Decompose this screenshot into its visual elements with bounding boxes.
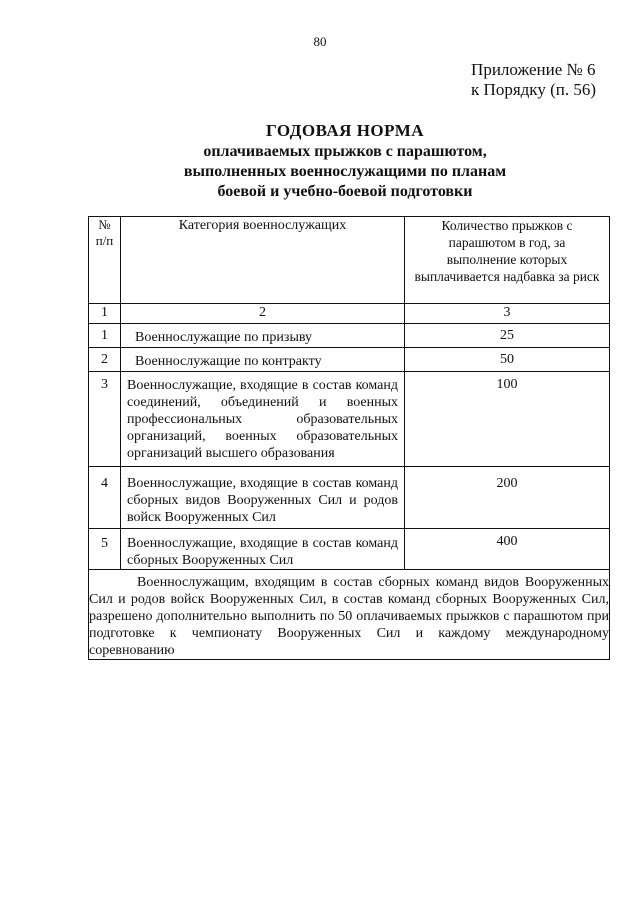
header-number-symbol: № [98, 217, 111, 232]
title-subtitle-line-3: боевой и учебно-боевой подготовки [217, 183, 473, 200]
column-index: 2 [121, 304, 405, 324]
title-subtitle-line-2: выполненных военнослужащими по планам [183, 163, 507, 180]
table-row [89, 372, 610, 467]
row-count: 25 [405, 324, 610, 348]
title-main: ГОДОВАЯ НОРМА [265, 121, 425, 140]
header-category: Категория военнослужащих [121, 217, 405, 304]
row-count: 200 [405, 467, 610, 529]
table-row [89, 467, 610, 529]
column-index-row [89, 304, 610, 324]
appendix-reference [471, 60, 596, 100]
title-subtitle-line-1: оплачиваемых прыжков с парашютом, [203, 143, 487, 160]
row-count: 50 [405, 348, 610, 372]
row-number: 2 [89, 348, 121, 372]
header-count-text: Количество прыжков с парашютом в год, за выполнение которых выплачивается надбавка за риск [414, 218, 600, 284]
table-row [89, 348, 610, 372]
appendix-number: Приложение № 6 [471, 60, 596, 79]
table-row [89, 529, 610, 570]
row-number: 5 [89, 529, 121, 570]
table-note-row [89, 570, 610, 660]
norm-table [88, 216, 610, 660]
header-number [89, 217, 121, 304]
row-category [121, 529, 405, 570]
table-note [89, 570, 610, 660]
column-index: 1 [89, 304, 121, 324]
row-category-text: Военнослужащие по контракту [135, 354, 322, 369]
row-category-text: Военнослужащие по призыву [135, 330, 312, 345]
row-category [121, 467, 405, 529]
table-note-text: Военнослужащим, входящим в состав сборных команд видов Вооруженных Сил и родов войск Вооруженных Сил, в состав команд сборных Вооруженных Сил, разрешено дополнительно выполнить по 50 оплачиваемых прыжков с парашютом при подготовке к чемпионату Вооруженных Сил и каждому международному соревнованию [89, 575, 609, 658]
row-count: 100 [405, 372, 610, 467]
row-category [121, 324, 405, 348]
table-row [89, 324, 610, 348]
row-number: 4 [89, 467, 121, 529]
table-header-row [89, 217, 610, 304]
appendix-clause: к Порядку (п. 56) [471, 80, 596, 99]
row-category [121, 348, 405, 372]
row-number: 3 [89, 372, 121, 467]
header-count [405, 217, 610, 304]
column-index: 3 [405, 304, 610, 324]
row-category [121, 372, 405, 467]
header-number-abbrev: п/п [95, 233, 114, 248]
row-category-text: Военнослужащие, входящие в состав команд сборных Вооруженных Сил [127, 536, 398, 568]
page-number: 80 [313, 34, 327, 49]
row-count: 400 [405, 529, 610, 570]
document-title [80, 120, 610, 202]
row-category-text: Военнослужащие, входящие в состав команд сборных видов Вооруженных Сил и родов войск Вооруженных Сил [127, 476, 398, 525]
row-category-text: Военнослужащие, входящие в состав команд соединений, объединений и военных профессиональных образовательных организаций, военных образовательных организаций высшего образования [127, 378, 398, 461]
row-number: 1 [89, 324, 121, 348]
